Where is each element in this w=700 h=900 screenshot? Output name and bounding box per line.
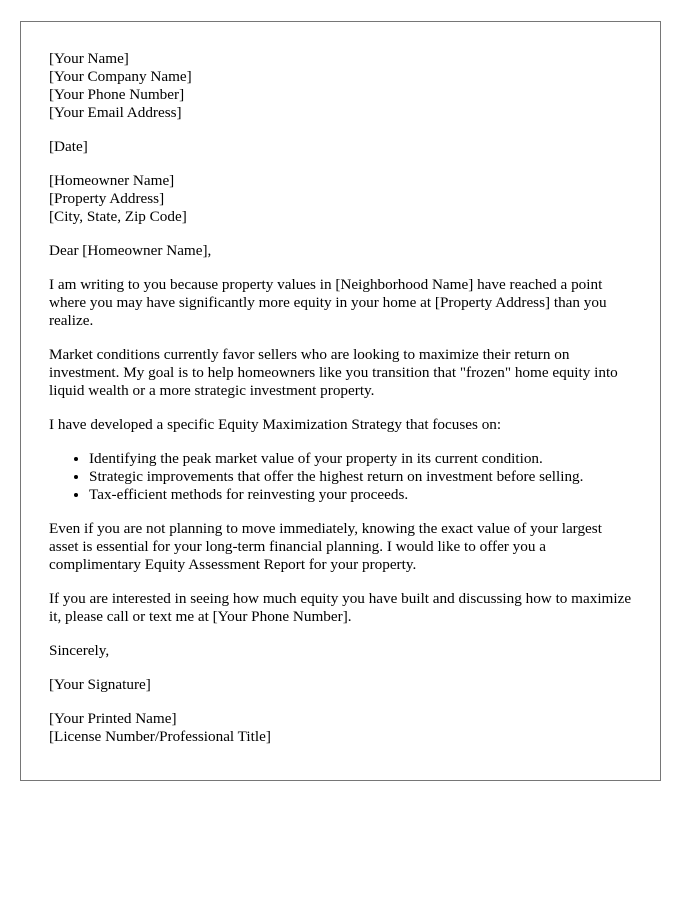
sender-company: [Your Company Name] bbox=[49, 68, 192, 85]
letter-date: [Date] bbox=[49, 138, 88, 155]
sender-name: [Your Name] bbox=[49, 50, 129, 67]
market-paragraph: Market conditions currently favor sellers who are looking to maximize their return on investment. My goal is to help homeowners like you transition that "frozen" home equity into liquid wealth or a more strategic investment property. bbox=[49, 346, 618, 399]
letter-page bbox=[20, 21, 661, 781]
assessment-paragraph: Even if you are not planning to move immediately, knowing the exact value of your largest asset is essential for your long-term financial planning. I would like to offer you a complimentary Equity Assessment Report for your property. bbox=[49, 520, 602, 573]
list-item: • Tax-efficient methods for reinvesting your proceeds. bbox=[89, 486, 633, 504]
professional-title: [License Number/Professional Title] bbox=[49, 728, 271, 745]
sender-phone: [Your Phone Number] bbox=[49, 86, 185, 103]
recipient-address-block bbox=[49, 172, 633, 226]
intro-paragraph: I am writing to you because property values in [Neighborhood Name] have reached a point where you may have significantly more equity in your home at [Property Address] than you realize. bbox=[49, 276, 607, 329]
list-item: • Strategic improvements that offer the highest return on investment before selling. bbox=[89, 468, 633, 486]
salutation: Dear [Homeowner Name], bbox=[49, 242, 212, 259]
strategy-paragraph: I have developed a specific Equity Maximization Strategy that focuses on: bbox=[49, 416, 502, 433]
printed-name: [Your Printed Name] bbox=[49, 710, 177, 727]
sender-address-block bbox=[49, 50, 633, 122]
signoff-block bbox=[49, 710, 633, 746]
call-to-action-paragraph: If you are interested in seeing how much equity you have built and discussing how to maximize it, please call or text me at [Your Phone Number]. bbox=[49, 590, 632, 625]
recipient-name: [Homeowner Name] bbox=[49, 172, 175, 189]
recipient-city-state-zip: [City, State, Zip Code] bbox=[49, 208, 187, 225]
recipient-address: [Property Address] bbox=[49, 190, 165, 207]
strategy-list bbox=[49, 450, 633, 504]
signature: [Your Signature] bbox=[49, 676, 151, 693]
list-item: • Identifying the peak market value of your property in its current condition. bbox=[89, 450, 633, 468]
closing: Sincerely, bbox=[49, 642, 110, 659]
sender-email: [Your Email Address] bbox=[49, 104, 182, 121]
